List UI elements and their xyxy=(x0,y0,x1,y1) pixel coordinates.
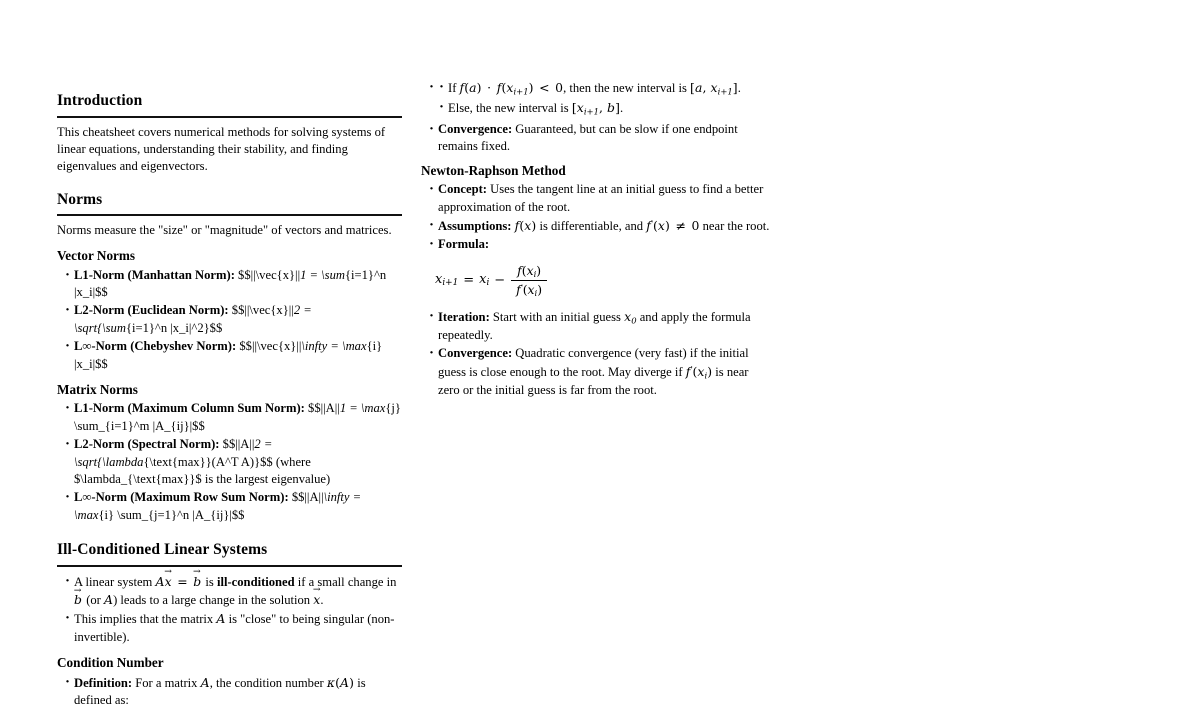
heading-newton-raphson: Newton-Raphson Method xyxy=(421,162,566,178)
latex-source-sub2: {i=1} xyxy=(344,267,374,282)
bullet-text-6: . xyxy=(320,593,324,608)
latex-source-sub: 1 xyxy=(300,267,307,282)
assumptions-mid: is differentiable, and xyxy=(536,219,647,233)
list-item xyxy=(429,121,770,156)
latex-source-post: |x_i|$$ xyxy=(74,356,108,371)
latex-source-post: {i=1}^n |x_i|^2}$$ xyxy=(125,320,223,335)
list-item xyxy=(65,674,402,710)
math-fprime-nonzero: f′(x) ≠ 0 xyxy=(646,218,700,233)
iteration-pre: Start with an initial guess xyxy=(489,309,625,324)
math-kappa-a: κ(A) xyxy=(326,674,355,690)
math-x-vector: x → xyxy=(313,592,320,607)
latex-source: $$||\vec{x}|| xyxy=(231,303,294,318)
heading-norms: Norms xyxy=(57,191,402,217)
convergence-text: Guaranteed, but can be slow if one endpoint remains fixed. xyxy=(438,122,738,154)
latex-source-sub2: {i} xyxy=(98,507,115,522)
fraction-numerator: $f(x_i)$ xyxy=(517,262,542,279)
list-item xyxy=(65,302,402,337)
if-text-mid: , then the new interval is xyxy=(563,81,691,95)
list-item xyxy=(429,308,770,344)
heading-condition-number: Condition Number xyxy=(57,655,164,671)
list-item xyxy=(65,267,402,302)
if-text-post: . xyxy=(737,81,741,95)
latex-source: $$||A|| xyxy=(308,401,340,416)
concept-text: Uses the tangent line at an initial guess to find a better approximation of the root. xyxy=(438,182,764,214)
norms-paragraph: Norms measure the "size" or "magnitude" of vectors and matrices. xyxy=(57,223,392,238)
convergence-label: Convergence: xyxy=(438,346,513,361)
newton-raphson-formula xyxy=(435,263,770,298)
list-item xyxy=(429,345,770,399)
latex-source: $$||A|| xyxy=(291,490,324,505)
vector-norms-list xyxy=(57,267,402,373)
list-item xyxy=(429,181,770,216)
list-item xyxy=(439,79,770,98)
latex-source-sub2: {j} xyxy=(385,401,401,416)
norm-label: L2-Norm (Euclidean Norm): xyxy=(74,303,229,318)
latex-source-mid: = \max xyxy=(327,339,367,354)
list-item xyxy=(65,489,402,524)
math-sign-condition: $f(a) \cdot f(x_{i+1}) < 0$ xyxy=(459,80,564,97)
list-item xyxy=(439,99,770,118)
latex-source-mid: = \sqrt xyxy=(74,437,273,469)
bullet-text-2: is "close" to being singular (non-invertible). xyxy=(74,612,395,644)
math-x-zero: $x_0$ xyxy=(624,308,637,326)
iteration-post: and apply the formula repeatedly. xyxy=(438,309,751,342)
convergence-label: Convergence: xyxy=(438,122,513,136)
definition-mid: , the condition number xyxy=(209,675,327,690)
list-item xyxy=(65,573,402,610)
math-interval-xi-b: [$x_{i+1}$, b] xyxy=(571,100,621,117)
heading-introduction: Introduction xyxy=(57,92,402,118)
bullet-text-2: is xyxy=(202,574,217,589)
latex-source-sub: 1 xyxy=(339,401,347,416)
else-text-pre: Else, the new interval is xyxy=(448,101,572,115)
math-b-vector: b → xyxy=(74,592,83,607)
bullet-text-3: if a small change in xyxy=(294,574,397,589)
latex-source-mid: = \max xyxy=(346,401,386,416)
latex-source-mid: = \sqrt xyxy=(74,303,312,335)
matrix-norms-list xyxy=(57,400,402,524)
fraction-denominator: $f'(x_i)$ xyxy=(511,280,547,298)
definition-label: Definition: xyxy=(74,675,133,690)
math-matrix-a: A xyxy=(200,674,210,690)
latex-source-sub2: {i} xyxy=(366,339,383,354)
convergence-pre: Quadratic convergence (very fast) if the initial guess is close enough to the root. May diverge if xyxy=(438,346,749,379)
if-text-pre: If xyxy=(448,81,460,95)
latex-source: $$||A|| xyxy=(222,437,255,452)
norm-label: L1-Norm (Manhattan Norm): xyxy=(74,267,235,282)
formula-fraction xyxy=(511,263,547,298)
definition-post: is defined as: xyxy=(74,675,366,708)
latex-source: $$||\vec{x}|| xyxy=(239,339,302,354)
list-item xyxy=(65,400,402,435)
newton-raphson-list xyxy=(421,181,770,254)
formula-equals: = xyxy=(463,272,475,288)
latex-source-sub2: {\sum xyxy=(97,320,126,335)
norm-label: L∞-Norm (Chebyshev Norm): xyxy=(74,339,237,354)
ill-conditioned-list xyxy=(57,573,402,647)
math-fprime-xi: $f'(x_i)$ xyxy=(685,363,713,381)
bullet-text-1: A linear system xyxy=(74,574,156,589)
bullet-bold-term: ill-conditioned xyxy=(216,574,295,589)
heading-matrix-norms: Matrix Norms xyxy=(57,381,138,397)
latex-source-mid: = \sum xyxy=(306,267,345,282)
definition-pre: For a matrix xyxy=(132,675,201,690)
newton-raphson-list-2 xyxy=(421,308,770,399)
latex-source-post: \sum_{i=1}^m |A_{ij}|$$ xyxy=(74,418,205,433)
bisection-tail-list xyxy=(421,79,770,156)
bullet-text-4: (or xyxy=(83,593,105,608)
condition-number-list xyxy=(57,674,402,710)
list-item xyxy=(429,236,770,253)
bullet-text-1: This implies that the matrix xyxy=(74,612,217,627)
heading-ill-conditioned: Ill-Conditioned Linear Systems xyxy=(57,541,402,567)
interval-update-list xyxy=(429,79,770,118)
convergence-post: is near zero or the initial guess is far from the root. xyxy=(438,364,749,397)
introduction-paragraph: This cheatsheet covers numerical methods for solving systems of linear equations, understanding their stability, and finding eigenvalues and eigenvectors. xyxy=(57,124,386,173)
latex-source-sub: \infty xyxy=(301,339,328,354)
latex-source-post: \sum_{j=1}^n |A_{ij}|$$ xyxy=(114,507,245,522)
list-item xyxy=(65,436,402,488)
math-f-of-x: f(x) xyxy=(514,218,537,233)
norm-label: L2-Norm (Spectral Norm): xyxy=(74,437,220,452)
assumptions-post: near the root. xyxy=(699,219,770,233)
else-text-post: . xyxy=(620,101,624,115)
latex-source-sub: 2 xyxy=(254,437,261,452)
assumptions-label: Assumptions: xyxy=(438,219,512,233)
list-item xyxy=(65,338,402,373)
math-matrix-a: A xyxy=(104,592,114,608)
math-a-x-equals-b: Ax → = b → xyxy=(156,574,203,589)
latex-source-sub: \infty xyxy=(323,490,350,505)
math-interval-a-xi: [a, $x_{i+1}$] xyxy=(690,80,738,97)
iteration-label: Iteration: xyxy=(438,309,490,324)
latex-source-sub2: {\lambda xyxy=(97,454,144,469)
left-column xyxy=(57,92,402,710)
nested-list-wrapper xyxy=(429,79,770,118)
norm-label: L1-Norm (Maximum Column Sum Norm): xyxy=(74,401,305,416)
latex-source-post: {\text{max}}(A^T A)}$$ (where $\lambda_{\text{max}}$ is the largest eigenvalue) xyxy=(74,454,331,486)
latex-source-post: ^n |x_i|$$ xyxy=(74,267,387,300)
norm-label: L∞-Norm (Maximum Row Sum Norm): xyxy=(74,490,289,505)
formula-lhs: $x_{i+1}$ xyxy=(435,272,459,289)
latex-source: $$||\vec{x}|| xyxy=(238,267,301,282)
latex-source-sub: 2 xyxy=(293,303,301,318)
latex-source-mid: = \max xyxy=(74,490,362,522)
formula-rhs-var: $x_i$ xyxy=(479,272,490,289)
math-matrix-a: A xyxy=(216,611,226,627)
list-item xyxy=(65,610,402,646)
right-column xyxy=(421,79,770,400)
concept-label: Concept: xyxy=(438,182,487,197)
heading-vector-norms: Vector Norms xyxy=(57,248,136,264)
bullet-text-5: ) leads to a large change in the solution xyxy=(113,593,314,608)
list-item xyxy=(429,217,770,235)
formula-label: Formula: xyxy=(438,237,490,252)
formula-minus: − xyxy=(494,272,506,288)
